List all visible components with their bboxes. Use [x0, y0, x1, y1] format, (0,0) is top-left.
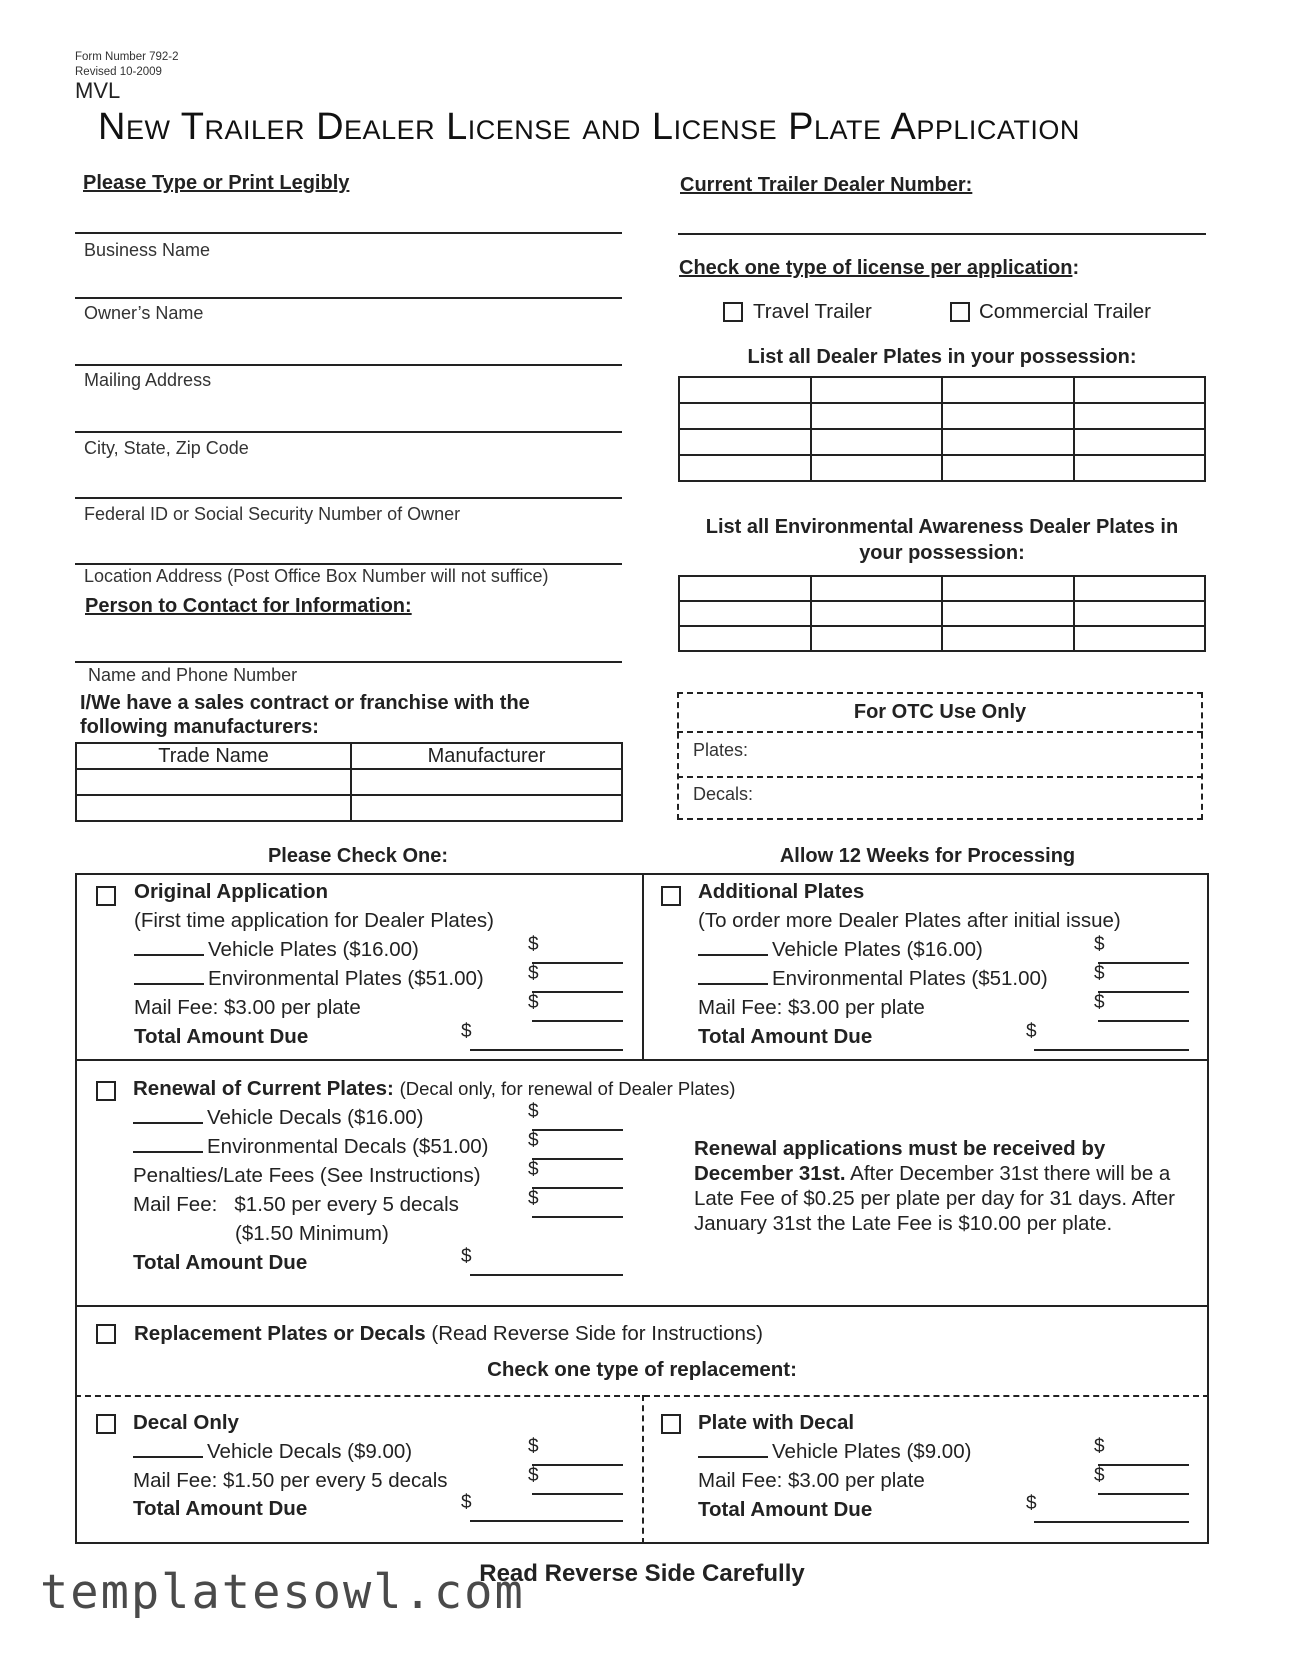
plate-cell[interactable] — [1074, 377, 1206, 403]
original-mail-fee: Mail Fee: $3.00 per plate — [134, 996, 361, 1019]
env-plate-cell[interactable] — [1074, 601, 1206, 626]
renewal-heading: Renewal of Current Plates: (Decal only, for renewal of Dealer Plates) — [133, 1077, 736, 1100]
dollar-sign: $ — [1094, 992, 1105, 1013]
additional-env-amount[interactable] — [1098, 991, 1189, 993]
decal-only-vehicle-qty[interactable] — [133, 1455, 203, 1458]
decal-only-total-amount[interactable] — [470, 1520, 623, 1522]
license-type-heading: Check one type of license per application: — [679, 257, 1080, 279]
otc-divider — [677, 776, 1203, 778]
otc-divider — [677, 731, 1203, 733]
plate-with-decal-total-label: Total Amount Due — [698, 1498, 873, 1521]
renewal-vehicle-row: Vehicle Decals ($16.00) — [133, 1106, 424, 1130]
plate-cell[interactable] — [679, 377, 811, 403]
mailing-address-field[interactable] — [75, 364, 622, 366]
plate-cell[interactable] — [942, 377, 1074, 403]
renewal-mail-fee: Mail Fee: $1.50 per every 5 decals — [133, 1193, 459, 1216]
additional-plates-checkbox[interactable] — [661, 886, 681, 906]
section-divider — [75, 1305, 1209, 1307]
commercial-trailer-label: Commercial Trailer — [979, 300, 1151, 323]
dealer-plates-table — [678, 376, 1206, 482]
renewal-mail-amount[interactable] — [532, 1216, 623, 1218]
trade-name-header: Trade Name — [76, 743, 351, 769]
decal-only-mail-fee: Mail Fee: $1.50 per every 5 decals — [133, 1469, 448, 1492]
env-plate-cell[interactable] — [1074, 626, 1206, 651]
plate-with-decal-mail-fee: Mail Fee: $3.00 per plate — [698, 1469, 925, 1492]
renewal-penalties-amount[interactable] — [532, 1187, 623, 1189]
original-env-row: Environmental Plates ($51.00) — [134, 967, 484, 991]
original-application-checkbox[interactable] — [96, 886, 116, 906]
revised-date: Revised 10-2009 — [75, 66, 162, 78]
plate-cell[interactable] — [811, 455, 943, 481]
manufacturer-cell[interactable] — [351, 795, 622, 821]
additional-mail-fee: Mail Fee: $3.00 per plate — [698, 996, 925, 1019]
federal-id-field[interactable] — [75, 497, 622, 499]
city-state-zip-label: City, State, Zip Code — [84, 438, 249, 458]
plate-cell[interactable] — [811, 377, 943, 403]
trade-name-cell[interactable] — [76, 769, 351, 795]
renewal-env-amount[interactable] — [532, 1158, 623, 1160]
env-plate-cell[interactable] — [679, 601, 811, 626]
form-number: Form Number 792-2 — [75, 51, 179, 63]
renewal-notice: Renewal applications must be received by December 31st. After December 31st there will be a Late Fee of $0.25 per plate per day for 31 days. After January 31st the Late Fee is $10.00 per plate. — [694, 1137, 1175, 1235]
dollar-sign: $ — [461, 1246, 472, 1267]
additional-total-label: Total Amount Due — [698, 1025, 873, 1048]
section-divider — [75, 1059, 1209, 1061]
dollar-sign: $ — [1026, 1021, 1037, 1042]
owner-name-field[interactable] — [75, 297, 622, 299]
additional-vehicle-row: Vehicle Plates ($16.00) — [698, 938, 983, 962]
dollar-sign: $ — [528, 1130, 539, 1151]
env-plates-heading: List all Environmental Awareness Dealer Plates in your possession: — [705, 516, 1179, 564]
replacement-checkbox[interactable] — [96, 1324, 116, 1344]
check-one-heading: Please Check One: — [267, 845, 449, 867]
page-title: New Trailer Dealer License and License Plate Application — [98, 106, 1080, 148]
plate-with-decal-total-amount[interactable] — [1034, 1521, 1189, 1523]
decal-only-checkbox[interactable] — [96, 1414, 116, 1434]
additional-env-row: Environmental Plates ($51.00) — [698, 967, 1048, 991]
otc-title: For OTC Use Only — [853, 701, 1027, 723]
plate-cell[interactable] — [942, 403, 1074, 429]
decal-only-vehicle-amount[interactable] — [532, 1464, 623, 1466]
renewal-checkbox[interactable] — [96, 1081, 116, 1101]
dollar-sign: $ — [528, 1188, 539, 1209]
renewal-total-label: Total Amount Due — [133, 1251, 308, 1274]
owner-name-label: Owner’s Name — [84, 303, 204, 323]
decal-only-total-label: Total Amount Due — [133, 1497, 308, 1520]
dollar-sign: $ — [528, 992, 539, 1013]
plate-with-decal-title: Plate with Decal — [698, 1411, 855, 1434]
original-env-qty[interactable] — [134, 982, 204, 985]
replacement-vdivider — [642, 1395, 644, 1544]
original-total-label: Total Amount Due — [134, 1025, 309, 1048]
location-address-field[interactable] — [75, 563, 622, 565]
decal-only-mail-amount[interactable] — [532, 1493, 623, 1495]
plate-with-decal-checkbox[interactable] — [661, 1414, 681, 1434]
otc-decals-label: Decals: — [693, 784, 754, 804]
dealer-plates-heading: List all Dealer Plates in your possession: — [747, 346, 1137, 368]
federal-id-label: Federal ID or Social Security Number of Owner — [84, 504, 461, 524]
watermark: templatesowl.com — [40, 1565, 525, 1620]
plate-cell[interactable] — [679, 455, 811, 481]
dollar-sign: $ — [528, 1101, 539, 1122]
original-vehicle-amount[interactable] — [532, 962, 623, 964]
plate-cell[interactable] — [811, 403, 943, 429]
manufacturer-cell[interactable] — [351, 769, 622, 795]
contact-label: Name and Phone Number — [88, 665, 298, 685]
manufacturer-header: Manufacturer — [351, 743, 622, 769]
dollar-sign: $ — [1094, 934, 1105, 955]
location-address-label: Location Address (Post Office Box Number will not suffice) — [84, 566, 549, 586]
renewal-penalties: Penalties/Late Fees (See Instructions) — [133, 1164, 481, 1187]
footer-notice: Read Reverse Side Carefully — [479, 1560, 805, 1587]
additional-total-amount[interactable] — [1034, 1049, 1189, 1051]
plate-cell[interactable] — [679, 403, 811, 429]
plate-with-decal-vehicle-amount[interactable] — [1098, 1464, 1189, 1466]
env-plate-cell[interactable] — [1074, 576, 1206, 601]
original-vehicle-row: Vehicle Plates ($16.00) — [134, 938, 419, 962]
otc-plates-label: Plates: — [693, 740, 749, 760]
replacement-type-heading: Check one type of replacement: — [487, 1358, 797, 1381]
dollar-sign: $ — [528, 1465, 539, 1486]
dollar-sign: $ — [461, 1492, 472, 1513]
dollar-sign: $ — [461, 1021, 472, 1042]
contract-text: I/We have a sales contract or franchise with the following manufacturers: — [80, 692, 530, 738]
contact-field[interactable] — [75, 661, 622, 663]
plate-cell[interactable] — [942, 429, 1074, 455]
original-total-amount[interactable] — [470, 1049, 623, 1051]
plate-cell[interactable] — [1074, 429, 1206, 455]
env-plate-cell[interactable] — [811, 626, 943, 651]
original-vehicle-qty[interactable] — [134, 953, 204, 956]
business-name-field[interactable] — [75, 232, 622, 234]
dealer-number-label: Current Trailer Dealer Number: — [680, 174, 973, 196]
plate-cell[interactable] — [811, 429, 943, 455]
original-subtitle: (First time application for Dealer Plates) — [134, 909, 495, 932]
original-mail-amount[interactable] — [532, 1020, 623, 1022]
commercial-trailer-checkbox[interactable] — [950, 302, 970, 322]
trade-name-cell[interactable] — [76, 795, 351, 821]
decal-only-vehicle-row: Vehicle Decals ($9.00) — [133, 1440, 412, 1464]
agency-code: MVL — [75, 78, 121, 103]
env-plate-cell[interactable] — [942, 601, 1074, 626]
plate-cell[interactable] — [942, 455, 1074, 481]
plate-cell[interactable] — [1074, 403, 1206, 429]
env-plates-table — [678, 575, 1206, 652]
plate-with-decal-mail-amount[interactable] — [1098, 1493, 1189, 1495]
decal-only-title: Decal Only — [133, 1411, 239, 1434]
additional-env-qty[interactable] — [698, 982, 768, 985]
renewal-vehicle-amount[interactable] — [532, 1129, 623, 1131]
plate-with-decal-vehicle-row: Vehicle Plates ($9.00) — [698, 1440, 971, 1464]
business-name-label: Business Name — [84, 240, 211, 260]
plate-cell[interactable] — [679, 429, 811, 455]
additional-title: Additional Plates — [698, 880, 865, 903]
dollar-sign: $ — [1026, 1493, 1037, 1514]
env-plate-cell[interactable] — [942, 626, 1074, 651]
original-env-amount[interactable] — [532, 991, 623, 993]
dollar-sign: $ — [528, 963, 539, 984]
vertical-divider — [642, 873, 644, 1060]
plate-with-decal-vehicle-qty[interactable] — [698, 1455, 768, 1458]
mailing-address-label: Mailing Address — [84, 370, 212, 390]
renewal-total-amount[interactable] — [470, 1274, 623, 1276]
env-plate-cell[interactable] — [811, 576, 943, 601]
dollar-sign: $ — [528, 1436, 539, 1457]
env-plate-cell[interactable] — [679, 576, 811, 601]
travel-trailer-label: Travel Trailer — [753, 300, 872, 323]
dollar-sign: $ — [1094, 1436, 1105, 1457]
processing-notice: Allow 12 Weeks for Processing — [779, 845, 1076, 867]
plate-cell[interactable] — [1074, 455, 1206, 481]
replacement-heading: Replacement Plates or Decals (Read Reverse Side for Instructions) — [134, 1322, 763, 1345]
dollar-sign: $ — [528, 1159, 539, 1180]
env-plate-cell[interactable] — [679, 626, 811, 651]
dealer-number-field[interactable] — [678, 233, 1206, 235]
additional-mail-amount[interactable] — [1098, 1020, 1189, 1022]
additional-subtitle: (To order more Dealer Plates after initial issue) — [698, 909, 1121, 932]
dollar-sign: $ — [528, 934, 539, 955]
travel-trailer-checkbox[interactable] — [723, 302, 743, 322]
additional-vehicle-amount[interactable] — [1098, 962, 1189, 964]
original-title: Original Application — [134, 880, 328, 903]
contact-heading: Person to Contact for Information: — [85, 595, 412, 617]
dollar-sign: $ — [1094, 1465, 1105, 1486]
dollar-sign: $ — [1094, 963, 1105, 984]
manufacturer-table — [75, 742, 623, 822]
city-state-zip-field[interactable] — [75, 431, 622, 433]
env-plate-cell[interactable] — [942, 576, 1074, 601]
additional-vehicle-qty[interactable] — [698, 953, 768, 956]
renewal-env-qty[interactable] — [133, 1150, 203, 1153]
print-notice: Please Type or Print Legibly — [83, 172, 350, 194]
env-plate-cell[interactable] — [811, 601, 943, 626]
renewal-env-row: Environmental Decals ($51.00) — [133, 1135, 488, 1159]
renewal-vehicle-qty[interactable] — [133, 1121, 203, 1124]
renewal-minimum: ($1.50 Minimum) — [235, 1222, 389, 1245]
